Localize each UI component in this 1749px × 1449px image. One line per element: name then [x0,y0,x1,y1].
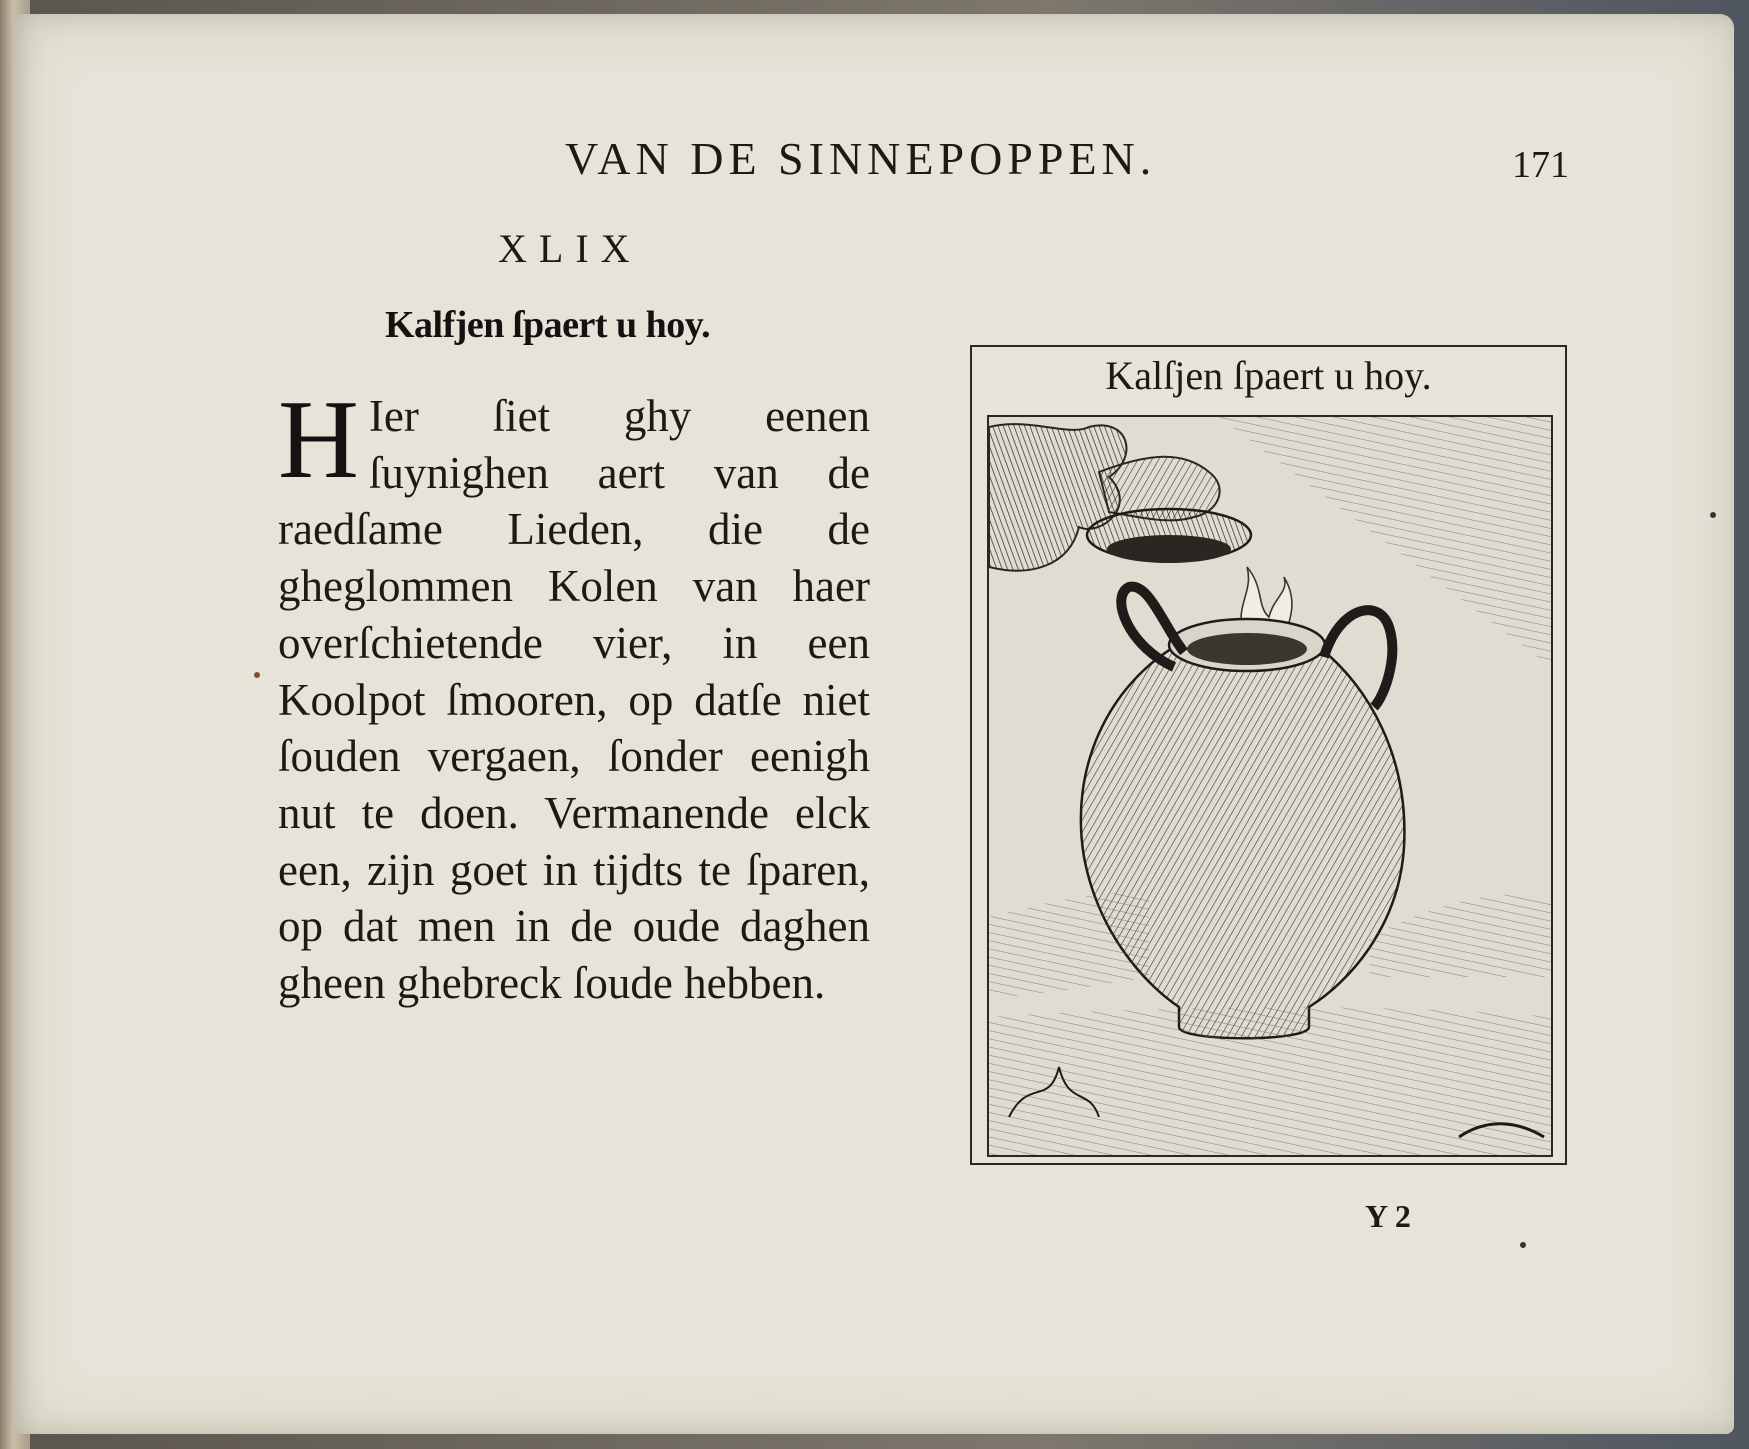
hill-right [1369,894,1551,977]
engraving-caption: Kalſjen ſpaert u hoy. [1105,353,1432,398]
drop-cap: H [278,378,359,502]
paper-speck [1710,512,1716,518]
page-number: 171 [1512,144,1569,186]
engraving-illustration [987,415,1553,1157]
paper-speck [1520,1242,1526,1248]
emblem-motto: Kalfjen ſpaert u hoy. [385,304,711,346]
lid-underside [1107,535,1231,563]
emblem-number: XLIX [498,226,642,271]
hill-left [989,893,1149,997]
running-head: VAN DE SINNEPOPPEN. [565,133,1157,184]
pot-opening [1187,633,1307,665]
emblem-body-text [278,378,870,1012]
signature-mark: Y 2 [1365,1198,1411,1234]
paper-speck [254,672,260,678]
emblem-body-paragraph: Ier ſiet ghy eenen ſuynighen aert van de raedſame Lieden, die de gheglommen Kolen van haer overſchietende vier, in een Koolpot ſmooren, op datſe niet ſouden vergaen, ſonder eenigh nut te doen. Vermanende elck een, zijn goet in tijdts te ſparen, op dat men in de oude daghen gheen ghebreck ſoude hebben. [278,391,870,1009]
pot-with-lid-engraving [989,417,1551,1155]
